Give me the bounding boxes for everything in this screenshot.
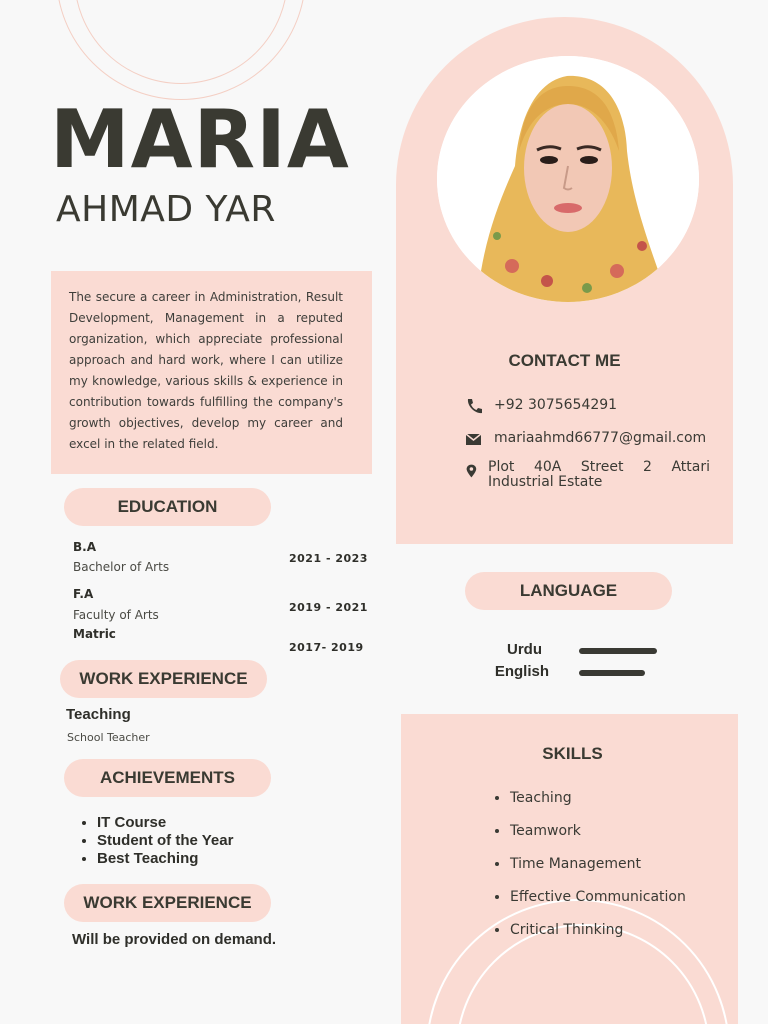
skills-heading: SKILLS <box>542 744 603 763</box>
phone-icon <box>465 397 485 415</box>
contact-phone: +92 3075654291 <box>494 397 618 413</box>
edu-desc-ba: Bachelor of Arts <box>73 560 170 574</box>
edu-years-matric: 2017- 2019 <box>289 641 364 654</box>
envelope-icon <box>465 430 485 448</box>
edu-degree-fa: F.A <box>73 587 94 601</box>
contact-email-row <box>465 430 706 448</box>
contact-address: Plot 40A Street 2 Attari Industrial Estate <box>488 459 710 490</box>
edu-years-fa: 2019 - 2021 <box>289 601 368 614</box>
last-name: AHMAD YAR <box>56 189 276 230</box>
skills-panel <box>401 714 738 1024</box>
edu-degree-ba: B.A <box>73 540 96 554</box>
map-pin-icon <box>465 462 481 480</box>
work-experience-2-text: Will be provided on demand. <box>72 931 277 948</box>
objective-box <box>51 271 372 474</box>
skills-list <box>494 789 686 954</box>
contact-phone-row <box>465 397 617 415</box>
language-english-bar <box>579 670 645 676</box>
edu-degree-matric: Matric <box>73 627 116 641</box>
profile-photo <box>437 56 699 302</box>
skill-item: • Effective Communication <box>510 888 686 921</box>
achievement-item: • IT Course <box>97 814 233 832</box>
language-heading: LANGUAGE <box>465 572 672 610</box>
achievement-item: • Best Teaching <box>97 850 233 868</box>
work-experience-heading: WORK EXPERIENCE <box>60 660 267 698</box>
work-experience-2-heading: WORK EXPERIENCE <box>64 884 271 922</box>
contact-email: mariaahmd66777@gmail.com <box>494 430 707 446</box>
language-english-label: English <box>494 663 549 680</box>
objective-text: The secure a career in Administration, Result Development, Management in a reputed organization, which appreciate professional approach and hard work, where I can utilize my knowledge, various skills & experience in contribution towards fulfilling the company's growth objectives, develop my career and excel in the related field. <box>69 290 343 451</box>
skill-item: • Critical Thinking <box>510 921 686 954</box>
language-urdu-bar <box>579 648 657 654</box>
skill-item: • Time Management <box>510 855 686 888</box>
work-title: Teaching <box>66 706 131 723</box>
first-name: MARIA <box>50 93 350 186</box>
achievements-heading: ACHIEVEMENTS <box>64 759 271 797</box>
contact-heading: CONTACT ME <box>508 351 621 370</box>
profile-photo-illustration <box>437 56 699 302</box>
skill-item: • Teamwork <box>510 822 686 855</box>
achievements-list <box>80 814 233 868</box>
achievement-item: • Student of the Year <box>97 832 233 850</box>
edu-desc-fa: Faculty of Arts <box>73 608 159 622</box>
language-urdu-label: Urdu <box>507 641 542 658</box>
edu-years-ba: 2021 - 2023 <box>289 552 368 565</box>
contact-address-row <box>465 460 710 490</box>
education-heading: EDUCATION <box>64 488 271 526</box>
skill-item: • Teaching <box>510 789 686 822</box>
work-role: School Teacher <box>67 731 150 744</box>
